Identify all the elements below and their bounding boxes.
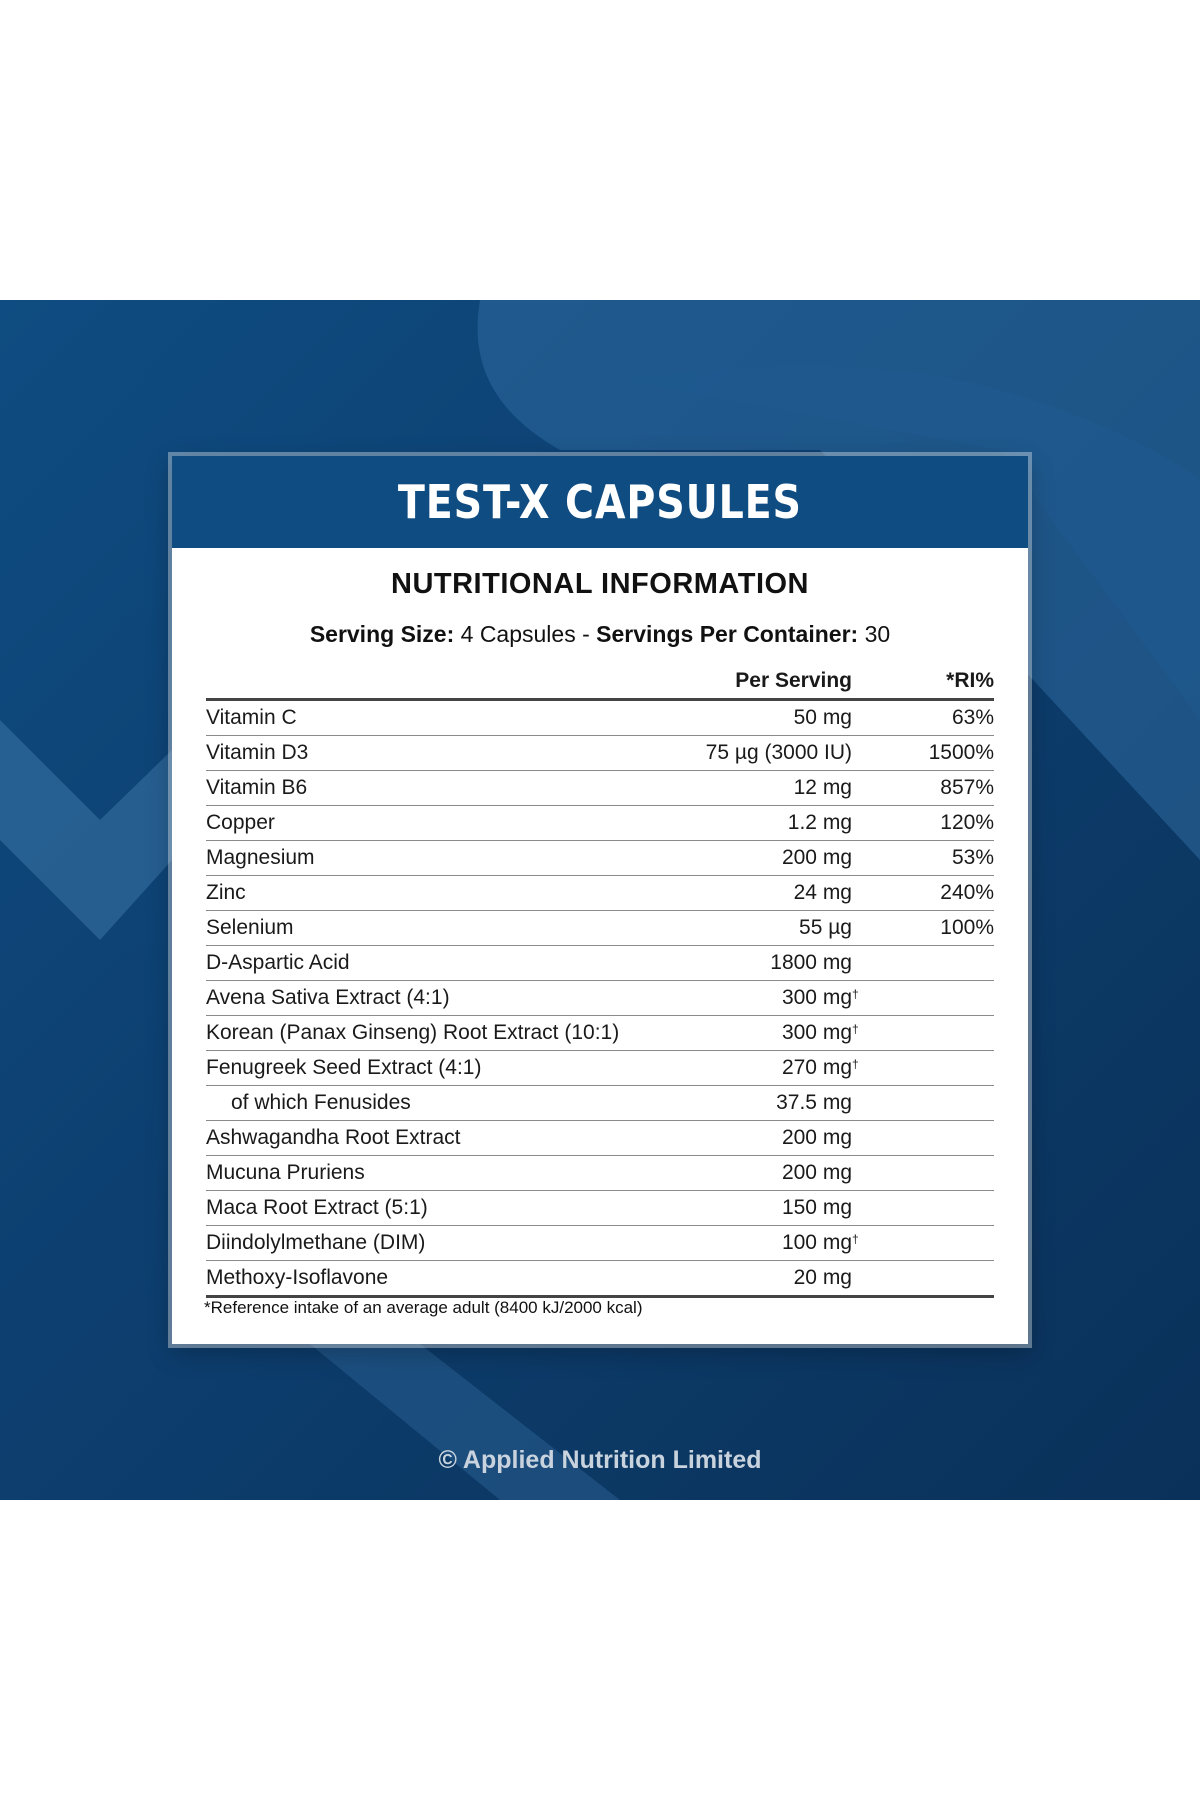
nutrient-ri <box>864 1191 994 1226</box>
nutrient-name: Vitamin C <box>206 700 647 736</box>
nutrient-name: Selenium <box>206 911 647 946</box>
table-header-row <box>206 664 994 700</box>
table-row <box>206 1261 994 1297</box>
nutrient-ri <box>864 1086 994 1121</box>
table-row <box>206 946 994 981</box>
nutrient-name: Magnesium <box>206 841 647 876</box>
nutrient-ri: 120% <box>864 806 994 841</box>
nutrient-amount <box>647 841 864 876</box>
amount-value: 150 mg <box>781 1196 852 1219</box>
nutrient-amount <box>647 771 864 806</box>
nutrient-amount <box>647 1051 864 1086</box>
nutrient-ri: 53% <box>864 841 994 876</box>
nutrient-ri <box>864 1156 994 1191</box>
table-row <box>206 736 994 771</box>
column-header-ri: *RI% <box>864 664 994 700</box>
reference-intake-footnote: *Reference intake of an average adult (8400 kJ/2000 kcal) <box>204 1298 643 1317</box>
nutrient-amount <box>647 700 864 736</box>
nutrient-amount <box>647 1261 864 1297</box>
nutrient-amount <box>647 1156 864 1191</box>
nutrient-ri: 1500% <box>864 736 994 771</box>
nutrient-name: Fenugreek Seed Extract (4:1) <box>206 1051 647 1086</box>
nutrient-ri <box>864 1121 994 1156</box>
nutrient-amount <box>647 1191 864 1226</box>
amount-value: 100 mg <box>781 1231 852 1254</box>
amount-value: 1800 mg <box>770 951 852 974</box>
amount-value: 1.2 mg <box>787 811 852 834</box>
table-row <box>206 981 994 1016</box>
table-row <box>206 911 994 946</box>
nutrient-ri <box>864 981 994 1016</box>
nutrition-card <box>172 456 1028 1344</box>
nutrient-amount <box>647 876 864 911</box>
amount-value: 270 mg <box>781 1056 852 1079</box>
nutrient-name: Vitamin D3 <box>206 736 647 771</box>
dagger-mark: † <box>852 1232 859 1246</box>
nutrient-ri: 100% <box>864 911 994 946</box>
nutrient-ri <box>864 1261 994 1297</box>
dagger-mark: † <box>852 1057 859 1071</box>
product-title: TEST-X CAPSULES <box>397 475 803 529</box>
copyright-text: © Applied Nutrition Limited <box>438 1446 762 1474</box>
amount-value: 300 mg <box>781 1021 852 1044</box>
amount-value: 200 mg <box>781 1126 852 1149</box>
amount-value: 37.5 mg <box>776 1091 852 1114</box>
nutritional-information-heading: NUTRITIONAL INFORMATION <box>391 568 809 600</box>
nutrient-amount <box>647 1226 864 1261</box>
nutrient-ri: 240% <box>864 876 994 911</box>
nutrient-amount <box>647 1086 864 1121</box>
table-row <box>206 1156 994 1191</box>
nutrient-name: Mucuna Pruriens <box>206 1156 647 1191</box>
nutrient-ri: 63% <box>864 700 994 736</box>
serving-info <box>172 621 1028 648</box>
serving-size-value: 4 Capsules <box>460 621 576 647</box>
nutrient-name: Avena Sativa Extract (4:1) <box>206 981 647 1016</box>
serving-size-label: Serving Size: <box>309 621 455 647</box>
amount-value: 300 mg <box>781 986 852 1009</box>
table-row <box>206 700 994 736</box>
amount-value: 75 µg (3000 IU) <box>705 741 852 764</box>
table-row <box>206 1226 994 1261</box>
card-header <box>172 456 1028 548</box>
column-header-nutrient <box>206 664 647 700</box>
nutrient-amount <box>647 1121 864 1156</box>
nutrient-name: Methoxy-Isoflavone <box>206 1261 647 1297</box>
nutrient-name: Copper <box>206 806 647 841</box>
nutrient-ri: 857% <box>864 771 994 806</box>
table-row <box>206 841 994 876</box>
nutrient-name: Vitamin B6 <box>206 771 647 806</box>
nutrient-name: Diindolylmethane (DIM) <box>206 1226 647 1261</box>
table-row <box>206 1086 994 1121</box>
nutrient-name: Zinc <box>206 876 647 911</box>
table-row <box>206 876 994 911</box>
amount-value: 55 µg <box>799 916 852 939</box>
nutrient-name: Korean (Panax Ginseng) Root Extract (10:1) <box>206 1016 647 1051</box>
servings-per-container-label: Servings Per Container: <box>596 621 859 647</box>
amount-value: 50 mg <box>793 706 852 729</box>
serving-separator: - <box>582 621 590 647</box>
amount-value: 200 mg <box>781 1161 852 1184</box>
amount-value: 20 mg <box>793 1266 852 1289</box>
nutrient-ri <box>864 946 994 981</box>
nutrient-amount <box>647 1016 864 1051</box>
nutrient-name-sub: of which Fenusides <box>206 1086 647 1121</box>
nutrient-amount <box>647 736 864 771</box>
column-header-per-serving: Per Serving <box>647 664 864 700</box>
table-row <box>206 1016 994 1051</box>
nutrient-name: Ashwagandha Root Extract <box>206 1121 647 1156</box>
amount-value: 12 mg <box>793 776 852 799</box>
servings-per-container-value: 30 <box>864 621 891 647</box>
table-row <box>206 1191 994 1226</box>
nutrient-ri <box>864 1226 994 1261</box>
dagger-mark: † <box>852 987 859 1001</box>
dagger-mark: † <box>852 1022 859 1036</box>
nutrient-name: Maca Root Extract (5:1) <box>206 1191 647 1226</box>
nutrient-amount <box>647 806 864 841</box>
nutrient-amount <box>647 946 864 981</box>
nutrient-amount <box>647 981 864 1016</box>
nutrient-amount <box>647 911 864 946</box>
nutrition-table <box>206 664 994 1298</box>
amount-value: 200 mg <box>781 846 852 869</box>
blue-banner-background <box>0 300 1200 1500</box>
table-row <box>206 806 994 841</box>
nutrient-ri <box>864 1016 994 1051</box>
table-row <box>206 1121 994 1156</box>
table-row <box>206 771 994 806</box>
amount-value: 24 mg <box>793 881 852 904</box>
nutrient-name: D-Aspartic Acid <box>206 946 647 981</box>
nutrient-ri <box>864 1051 994 1086</box>
table-row <box>206 1051 994 1086</box>
